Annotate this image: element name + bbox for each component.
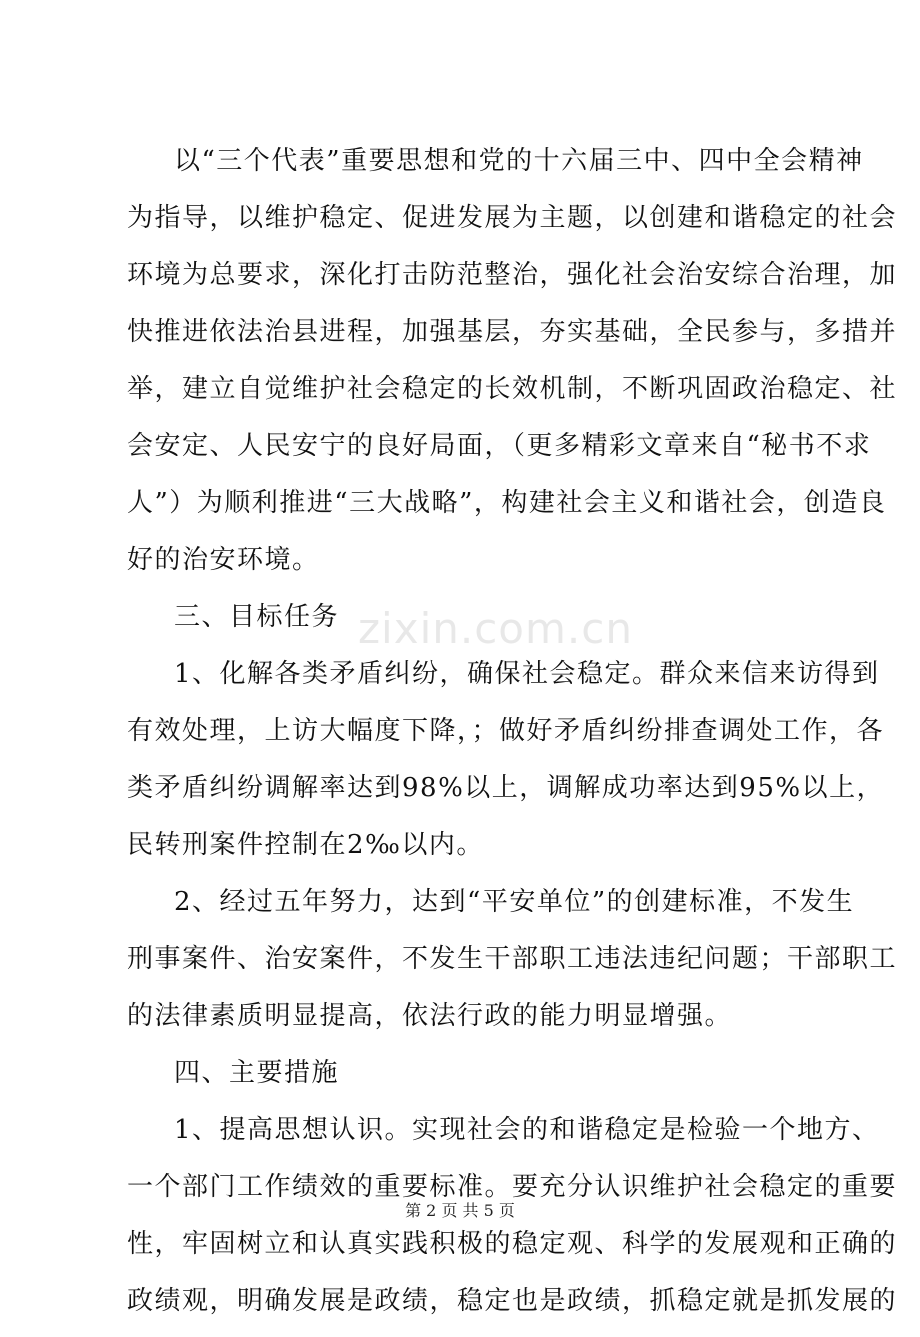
text-line: 为指导，以维护稳定、促进发展为主题，以创建和谐稳定的社会 bbox=[127, 203, 898, 233]
text-line: 民转刑案件控制在2‰以内。 bbox=[127, 830, 484, 860]
text-line: 类矛盾纠纷调解率达到98%以上，调解成功率达到95%以上， bbox=[127, 773, 885, 803]
text-line: 好的治安环境。 bbox=[127, 545, 320, 575]
text-line: 政绩观，明确发展是政绩，稳定也是政绩，抓稳定就是抓发展的 bbox=[127, 1286, 898, 1316]
text-line: 性，牢固树立和认真实践积极的稳定观、科学的发展观和正确的 bbox=[127, 1229, 898, 1259]
text-line: 2、经过五年努力，达到“平安单位”的创建标准，不发生 bbox=[174, 887, 855, 917]
document-body bbox=[127, 140, 898, 1337]
text-line: 以“三个代表”重要思想和党的十六届三中、四中全会精神 bbox=[174, 146, 864, 176]
text-line: 一个部门工作绩效的重要标准。要充分认识维护社会稳定的重要 bbox=[127, 1172, 898, 1202]
section-heading: 三、目标任务 bbox=[174, 602, 340, 632]
page-number-footer: 第 2 页 共 5 页 bbox=[405, 1201, 515, 1220]
text-line: 1、化解各类矛盾纠纷，确保社会稳定。群众来信来访得到 bbox=[174, 659, 880, 689]
text-line: 有效处理，上访大幅度下降，；做好矛盾纠纷排查调处工作，各 bbox=[127, 716, 885, 746]
text-line: 举，建立自觉维护社会稳定的长效机制，不断巩固政治稳定、社 bbox=[127, 374, 898, 404]
text-line: 快推进依法治县进程，加强基层，夯实基础，全民参与，多措并 bbox=[127, 317, 898, 347]
text-line: 人”）为顺利推进“三大战略”，构建社会主义和谐社会，创造良 bbox=[127, 488, 887, 518]
watermark: zixin.com.cn bbox=[358, 604, 633, 653]
text-line: 环境为总要求，深化打击防范整治，强化社会治安综合治理，加 bbox=[127, 260, 898, 290]
text-line: 的法律素质明显提高，依法行政的能力明显增强。 bbox=[127, 1001, 733, 1031]
section-heading: 四、主要措施 bbox=[174, 1058, 340, 1088]
text-line: 刑事案件、治安案件，不发生干部职工违法违纪问题；干部职工 bbox=[127, 944, 898, 974]
text-line: 会安定、人民安宁的良好局面，（更多精彩文章来自“秘书不求 bbox=[127, 431, 872, 461]
text-line: 1、提高思想认识。实现社会的和谐稳定是检验一个地方、 bbox=[174, 1115, 880, 1145]
